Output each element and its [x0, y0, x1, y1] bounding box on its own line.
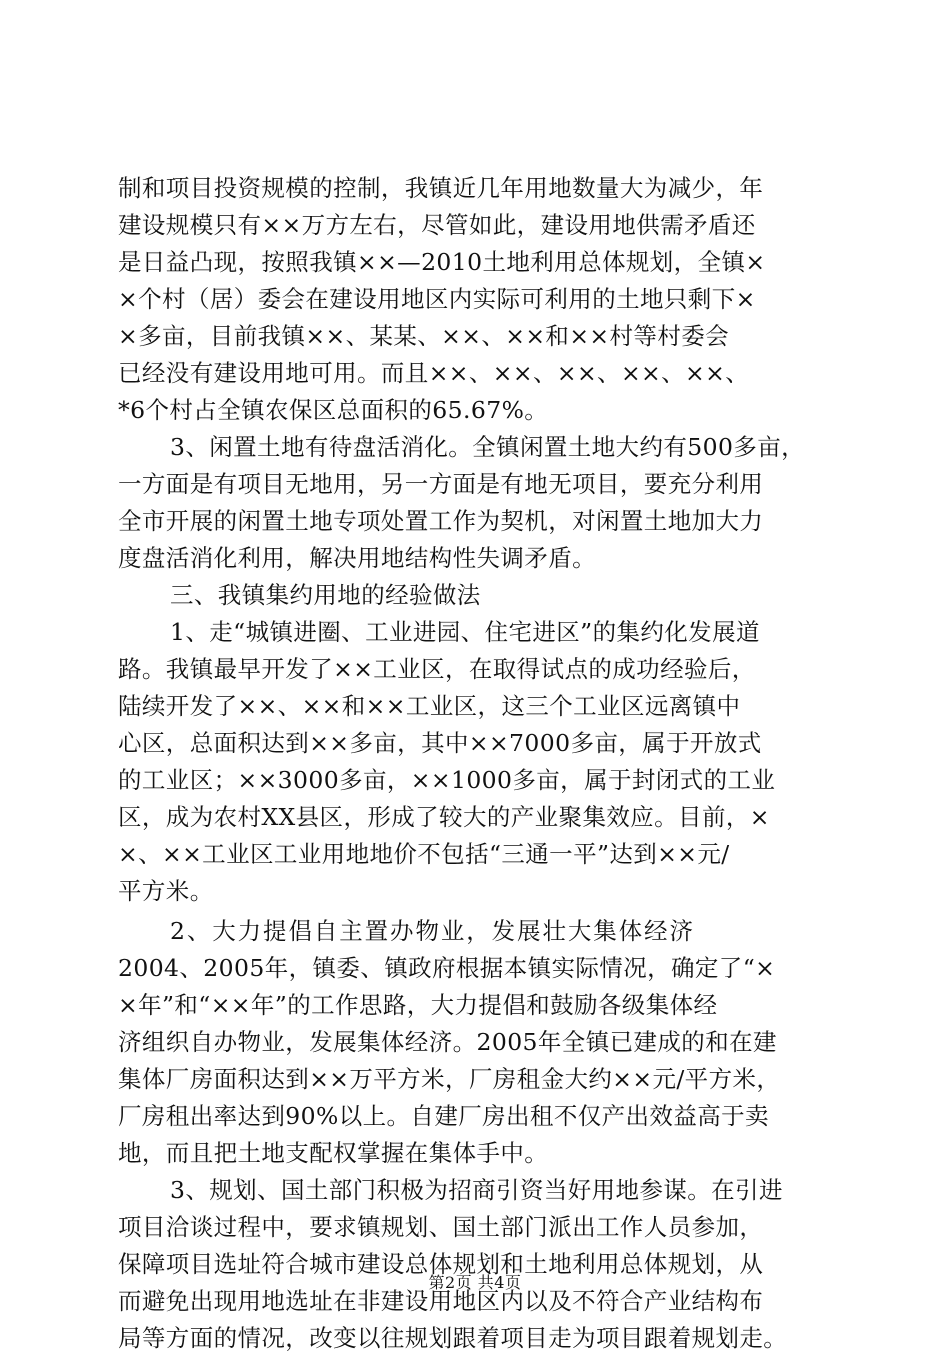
text-line: 济组织自办物业，发展集体经济。2005年全镇已建成的和在建 [118, 1028, 777, 1056]
text-line: 集体厂房面积达到××万平方米，厂房租金大约××元/平方米， [118, 1065, 781, 1093]
text-line: 局等方面的情况，改变以往规划跟着项目走为项目跟着规划走。 [118, 1324, 788, 1352]
text-line: ×、××工业区工业用地地价不包括“三通一平”达到××元/ [118, 840, 730, 868]
text-line: 度盘活消化利用，解决用地结构性失调矛盾。 [118, 544, 596, 572]
paragraph-start-line: 2、大力提倡自主置办物业，发展壮大集体经济 [170, 917, 695, 945]
text-line: 保障项目选址符合城市建设总体规划和土地利用总体规划，从 [118, 1250, 764, 1278]
text-line: 已经没有建设用地可用。而且××、××、××、××、××、 [118, 359, 750, 387]
text-line: 陆续开发了××、××和××工业区，这三个工业区远离镇中 [118, 692, 741, 720]
text-line: 制和项目投资规模的控制，我镇近几年用地数量大为减少，年 [118, 174, 764, 202]
text-line: 建设规模只有××万方左右，尽管如此，建设用地供需矛盾还 [118, 211, 756, 239]
text-line: *6个村占全镇农保区总面积的65.67%。 [118, 396, 549, 424]
text-line: 项目洽谈过程中，要求镇规划、国土部门派出工作人员参加， [118, 1213, 764, 1241]
text-line: 的工业区；××3000多亩，××1000多亩，属于封闭式的工业 [118, 766, 776, 794]
paragraph-start-line: 3、规划、国土部门积极为招商引资当好用地参谋。在引进 [170, 1176, 783, 1204]
text-line: 全市开展的闲置土地专项处置工作为契机，对闲置土地加大力 [118, 507, 764, 535]
section-heading: 三、我镇集约用地的经验做法 [170, 581, 481, 609]
text-line: 而避免出现用地选址在非建设用地区内以及不符合产业结构布 [118, 1287, 764, 1315]
document-body [118, 170, 848, 1357]
text-line: 2004、2005年，镇委、镇政府根据本镇实际情况，确定了“× [118, 954, 776, 982]
text-line: ×年”和“××年”的工作思路，大力提倡和鼓励各级集体经 [118, 991, 718, 1019]
text-line: ×多亩，目前我镇××、某某、××、××和××村等村委会 [118, 322, 730, 350]
text-line: 厂房租出率达到90%以上。自建厂房出租不仅产出效益高于卖 [118, 1102, 769, 1130]
text-line: 是日益凸现，按照我镇××—2010土地利用总体规划，全镇× [118, 248, 766, 276]
text-line: 路。我镇最早开发了××工业区，在取得试点的成功经验后， [118, 655, 756, 683]
text-line: 一方面是有项目无地用，另一方面是有地无项目，要充分利用 [118, 470, 764, 498]
text-line: ×个村（居）委会在建设用地区内实际可利用的土地只剩下× [118, 285, 756, 313]
text-line: 区，成为农村XX县区，形成了较大的产业聚集效应。目前，× [118, 803, 770, 831]
text-line: 地，而且把土地支配权掌握在集体手中。 [118, 1139, 549, 1167]
paragraph-start-line: 3、闲置土地有待盘活消化。全镇闲置土地大约有500多亩， [170, 433, 806, 461]
page-number-footer: 第2页 共4页 [428, 1273, 522, 1292]
text-line: 平方米。 [118, 877, 214, 905]
paragraph-start-line: 1、走“城镇进圈、工业进园、住宅进区”的集约化发展道 [170, 618, 760, 646]
text-line: 心区，总面积达到××多亩，其中××7000多亩，属于开放式 [118, 729, 762, 757]
